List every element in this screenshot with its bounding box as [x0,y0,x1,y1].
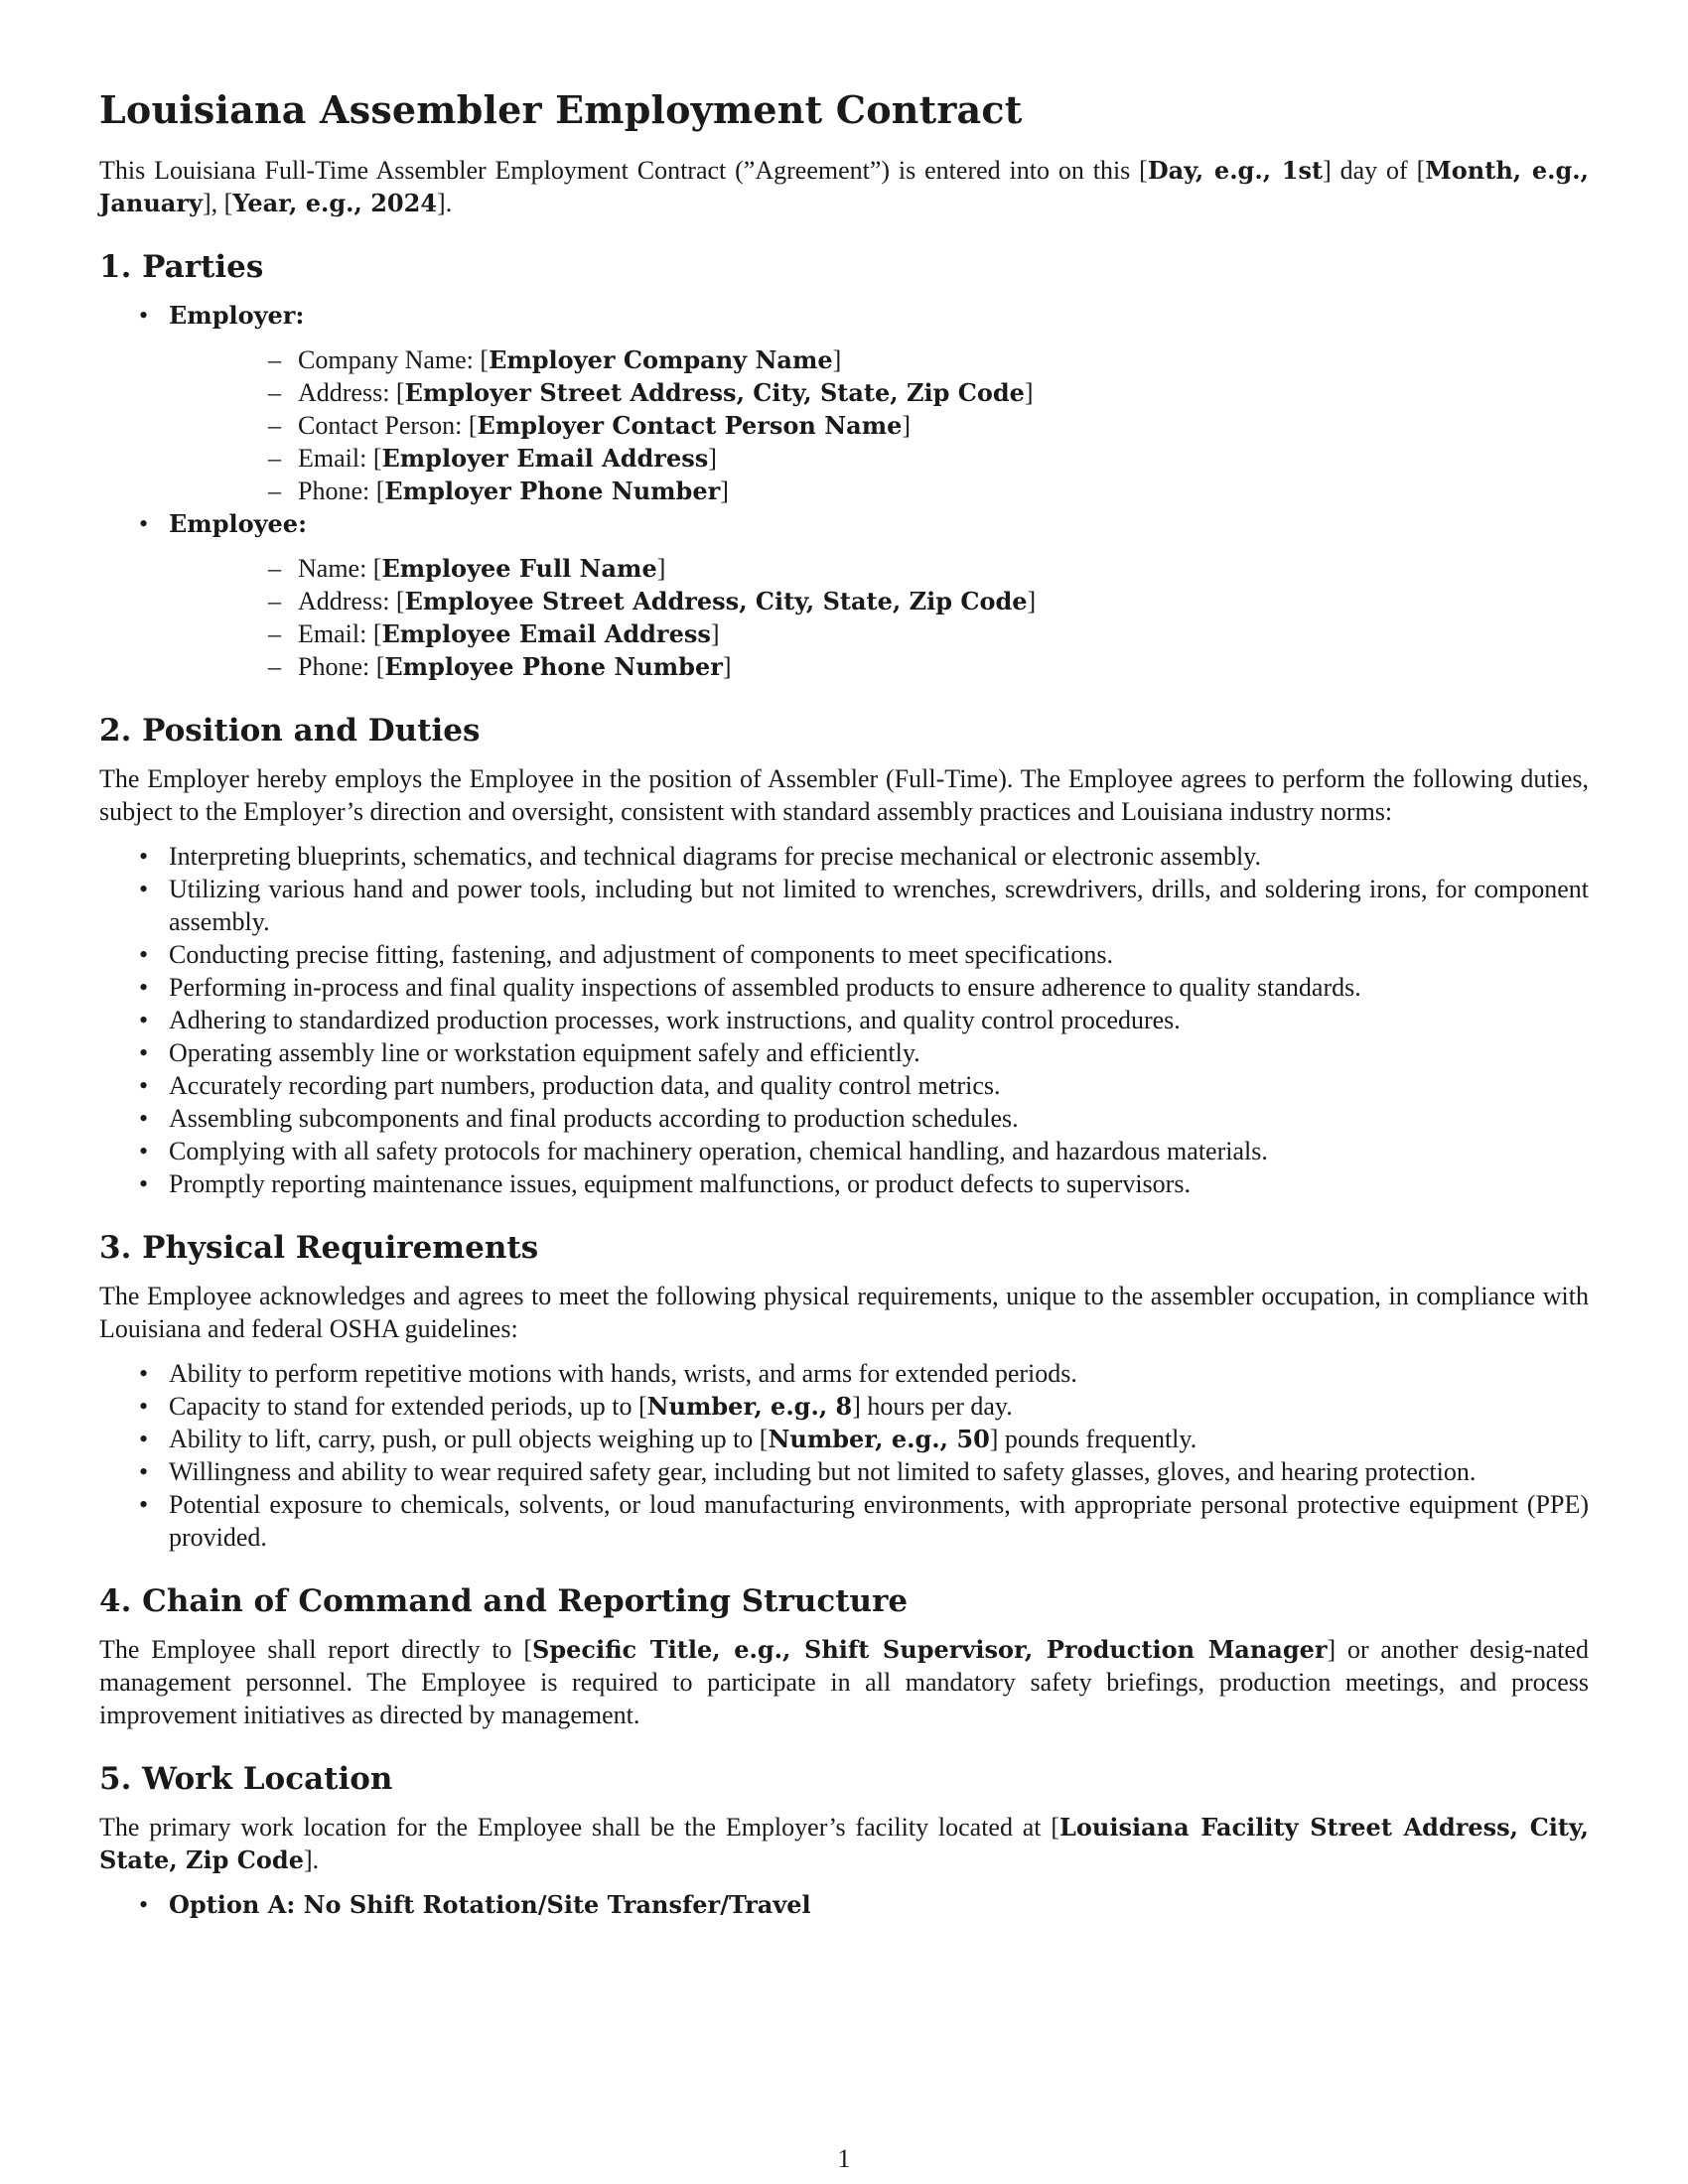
list-item: • Ability to perform repetitive motions with hands, wrists, and arms for extended periods. [99,1357,1589,1390]
pounds-placeholder: Number, e.g., 50 [768,1425,990,1453]
employee-item [99,507,1589,683]
day-placeholder: Day, e.g., 1st [1147,156,1324,185]
intro-paragraph [99,154,1589,219]
item-text: ] pounds frequently. [989,1425,1197,1453]
employer-details [169,343,1589,507]
employer-item [99,299,1589,507]
option-a-item [99,1888,1589,1921]
intro-text: ] day of [ [1323,156,1426,185]
list-item: • Utilizing various hand and power tools, including but not limited to wrenches, screwdrivers, drills, and soldering irons, for component assembly. [99,873,1589,938]
duties-list [99,840,1589,1200]
list-item: • Potential exposure to chemicals, solvents, or loud manufacturing environments, with appropriate personal protective equipment (PPE) provided. [99,1488,1589,1554]
section-heading-duties: 2. Position and Duties [99,713,481,749]
list-item: • Conducting precise fitting, fastening, and adjustment of components to meet specifications. [99,938,1589,971]
list-item: • Assembling subcomponents and final products according to production schedules. [99,1102,1589,1135]
detail-bracket: ] [720,477,729,505]
facility-address-placeholder: Louisiana Facility Street Address, City, State, Zip Code [99,1813,1590,1874]
duties-paragraph: The Employer hereby employs the Employee in the position of Assembler (Full-Time). The Employee agrees to perform the following duties, subject to the Employer’s direction and oversight, consistent with standard assembly practices and Louisiana industry norms: [99,764,1589,826]
list-item [99,1423,1589,1455]
page-number: 1 [837,2144,851,2173]
list-item: • Complying with all safety protocols for machinery operation, chemical handling, and hazardous materials. [99,1135,1589,1167]
year-placeholder: Year, e.g., 2024 [232,189,438,217]
section-heading-physical: 3. Physical Requirements [99,1230,539,1266]
employee-label: Employee: [169,509,307,538]
section-heading-work-location: 5. Work Location [99,1761,393,1797]
employee-details [169,552,1589,683]
detail-bracket: ] [1024,378,1034,407]
party-detail-item [169,343,1589,376]
party-detail-item [169,409,1589,442]
party-detail-item [169,475,1589,507]
party-detail-item [169,617,1589,650]
item-text: Ability to lift, carry, push, or pull objects weighing up to [ [169,1425,769,1453]
list-item: • Interpreting blueprints, schematics, and technical diagrams for precise mechanical or electronic assembly. [99,840,1589,873]
detail-placeholder: Employee Email Address [381,619,711,648]
work-location-options [99,1888,1589,1921]
document-title: Louisiana Assembler Employment Contract [99,87,1023,132]
list-item: • Operating assembly line or workstation equipment safely and efficiently. [99,1036,1589,1069]
list-item: • Adhering to standardized production processes, work instructions, and quality control procedures. [99,1004,1589,1036]
list-item: • Promptly reporting maintenance issues, equipment malfunctions, or product defects to supervisors. [99,1167,1589,1200]
detail-placeholder: Employee Street Address, City, State, Zip Code [404,587,1028,615]
physical-paragraph: The Employee acknowledges and agrees to meet the following physical requirements, unique to the assembler occupation, in compliance with Louisiana and federal OSHA guidelines: [99,1282,1589,1343]
detail-bracket: ] [710,619,720,648]
list-item [99,1390,1589,1423]
detail-bracket: ] [1027,587,1037,615]
party-detail-item [169,585,1589,617]
detail-bracket: ] [902,411,912,440]
detail-bracket: ] [832,345,842,374]
detail-bracket: ] [656,554,666,583]
party-detail-item [169,376,1589,409]
section-heading-chain-of-command: 4. Chain of Command and Reporting Structure [99,1583,909,1619]
detail-placeholder: Employer Phone Number [384,477,721,505]
para-text: ]. [303,1845,320,1874]
title-placeholder: Specific Title, e.g., Shift Supervisor, Production Manager [531,1635,1328,1664]
para-text: The Employee shall report directly to [ [99,1635,532,1664]
detail-label: Phone: [ [298,477,385,505]
detail-bracket: ] [708,444,717,473]
intro-text: ], [ [202,189,233,217]
intro-text: This Louisiana Full-Time Assembler Employment Contract (”Agreement”) is entered into on this [ [99,156,1148,185]
work-location-paragraph [99,1811,1589,1876]
hours-placeholder: Number, e.g., 8 [646,1392,853,1421]
contract-page [99,79,1589,1921]
option-a-label: Option A: No Shift Rotation/Site Transfer/Travel [169,1890,811,1919]
party-detail-item [169,442,1589,475]
para-text: The primary work location for the Employee shall be the Employer’s facility located at [ [99,1813,1059,1842]
item-text: Capacity to stand for extended periods, up to [ [169,1392,647,1421]
detail-bracket: ] [722,652,732,681]
detail-placeholder: Employee Full Name [381,554,657,583]
list-item: • Accurately recording part numbers, production data, and quality control metrics. [99,1069,1589,1102]
party-detail-item [169,552,1589,585]
detail-placeholder: Employer Email Address [381,444,709,473]
section-heading-parties: 1. Parties [99,249,264,285]
detail-placeholder: Employer Company Name [489,345,833,374]
detail-label: Name: [ [298,554,382,583]
para-text: ] or another desig-nated management personnel. The Employee is required to participate in all mandatory safety briefings, production meetings, and process improvement initiatives as directed by management. [99,1635,1589,1729]
detail-label: Email: [ [298,619,382,648]
physical-list [99,1357,1589,1554]
detail-placeholder: Employer Contact Person Name [477,411,903,440]
party-detail-item [169,650,1589,683]
chain-of-command-paragraph [99,1633,1589,1731]
detail-placeholder: Employee Phone Number [384,652,723,681]
detail-label: Company Name: [ [298,345,490,374]
list-item: • Performing in-process and final quality inspections of assembled products to ensure adherence to quality standards. [99,971,1589,1004]
employer-label: Employer: [169,301,305,330]
parties-list [99,299,1589,683]
list-item: • Willingness and ability to wear required safety gear, including but not limited to safety glasses, gloves, and hearing protection. [99,1455,1589,1488]
item-text: ] hours per day. [852,1392,1013,1421]
intro-text: ]. [437,189,453,217]
detail-label: Address: [ [298,378,405,407]
detail-label: Address: [ [298,587,405,615]
detail-label: Phone: [ [298,652,385,681]
detail-label: Email: [ [298,444,382,473]
month-placeholder: Month, e.g., January [99,156,1589,217]
detail-placeholder: Employer Street Address, City, State, Zip Code [404,378,1025,407]
detail-label: Contact Person: [ [298,411,478,440]
